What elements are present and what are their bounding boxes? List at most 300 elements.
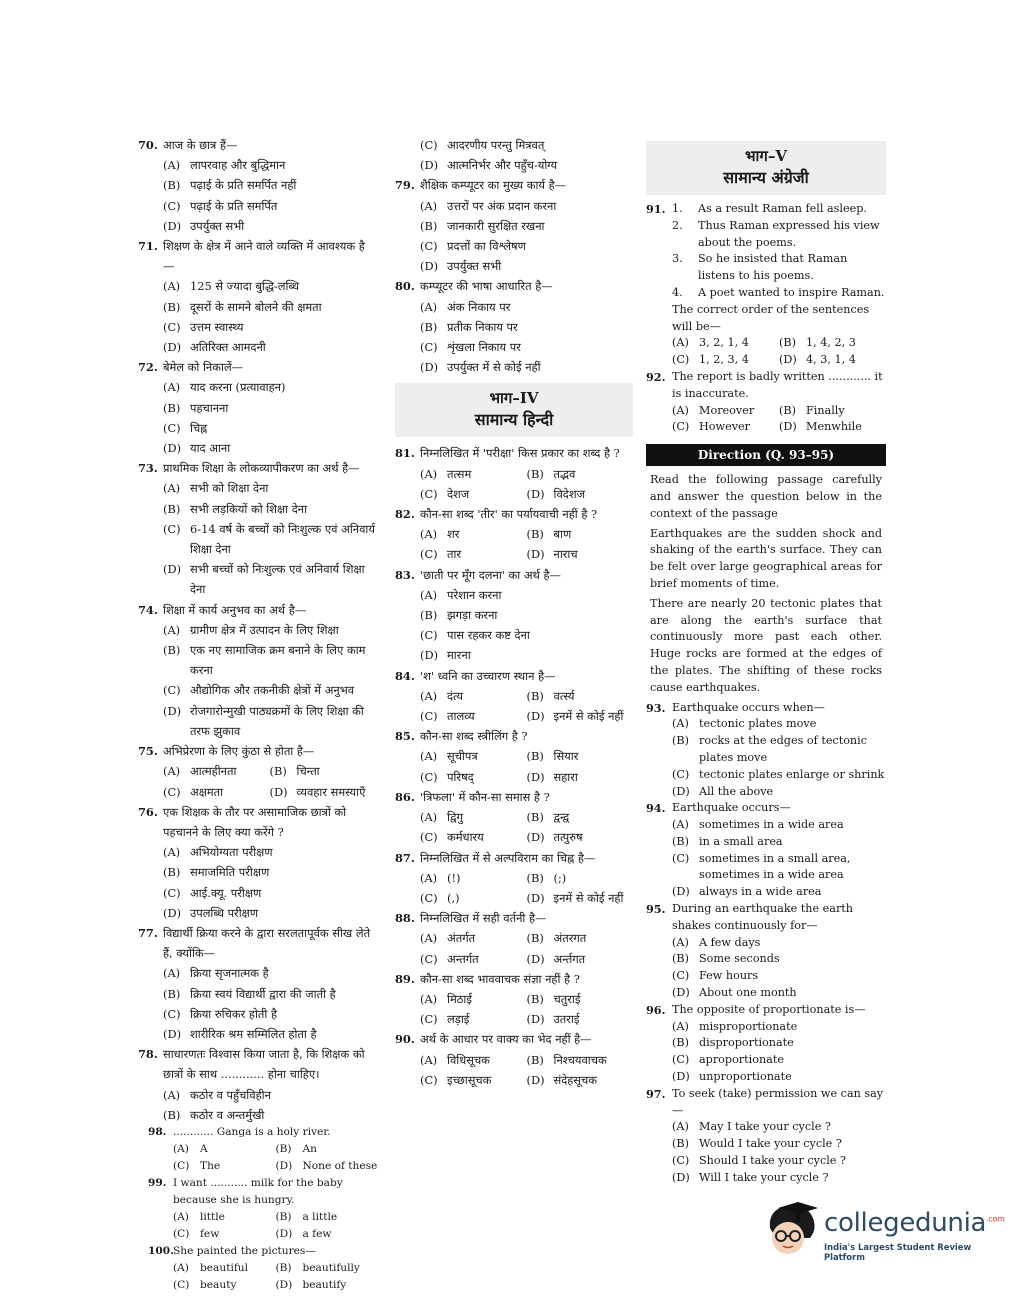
question-text: प्राथमिक शिक्षा के लोकव्यापीकरण का अर्थ है— [163, 461, 360, 476]
option [779, 335, 886, 352]
option-text: निश्चयवाचक [553, 1052, 607, 1067]
option-text: The [200, 1160, 221, 1172]
option-label: (C) [420, 769, 438, 784]
question-number: 84. [395, 668, 415, 683]
option [420, 544, 527, 564]
option-label: (A) [672, 935, 689, 949]
option-text: beauty [200, 1279, 237, 1291]
option [779, 403, 886, 420]
option-label: (A) [672, 403, 689, 417]
option-label: (D) [526, 951, 545, 966]
question-text: 'त्रिफला' में कौन-सा समास है ? [420, 789, 550, 804]
option [163, 782, 270, 802]
option-text: A [200, 1143, 208, 1155]
option-text: उपर्युक्त सभी [447, 259, 502, 274]
option-label: (D) [672, 885, 690, 899]
option-label: (C) [672, 851, 690, 865]
option [173, 1158, 276, 1175]
option-text: little [200, 1211, 225, 1223]
sentence-text: So he insisted that Raman listens to his poems. [698, 252, 848, 283]
option-label: (A) [173, 1262, 189, 1274]
option [420, 746, 527, 766]
option-text: क्रिया स्वयं विद्यार्थी द्वारा की जाती है [190, 986, 336, 1001]
question [148, 1175, 378, 1243]
option [420, 256, 633, 276]
option-text: sometimes in a wide area [699, 818, 844, 832]
sentence-item [672, 251, 886, 285]
question [138, 236, 376, 357]
question-number: 85. [395, 729, 415, 744]
option [420, 297, 633, 317]
option-text: tectonic plates enlarge or shrink [699, 767, 885, 781]
question-number: 87. [395, 850, 415, 865]
question-text: 'श' ध्वनि का उच्चारण स्थान है— [420, 668, 556, 683]
option [420, 706, 527, 726]
option-text: always in a wide area [699, 885, 822, 899]
question-text: निम्नलिखित में से अल्पविराम का चिह्न है— [420, 850, 596, 865]
option-text: (!) [447, 870, 461, 885]
option-label: (B) [526, 810, 544, 825]
option [420, 807, 527, 827]
option-text: उत्तम स्वास्थ्य [190, 319, 244, 334]
option-label: (C) [672, 353, 690, 367]
option-label: (A) [672, 717, 689, 731]
option-label: (B) [672, 1036, 689, 1050]
option-label: (A) [163, 1087, 181, 1102]
option [163, 1105, 376, 1125]
question [395, 969, 633, 1030]
question [646, 700, 886, 801]
option [527, 767, 634, 787]
option [163, 640, 376, 680]
option-row [420, 1009, 633, 1029]
option-row [420, 746, 633, 766]
option-text: beautify [302, 1279, 347, 1291]
option-text: unproportionate [699, 1070, 792, 1084]
question-text: अभिप्रेरणा के लिए कुंठा से होता है— [163, 744, 315, 759]
question-text: एक शिक्षक के तौर पर असामाजिक छात्रों को पहचानने के लिए क्या करेंगे ? [163, 804, 347, 839]
option-text: All the above [699, 784, 774, 798]
question-number: 99. [148, 1177, 167, 1189]
option-text: इनमें से कोई नहीं [553, 890, 624, 905]
option-label: (C) [672, 420, 690, 434]
option-label: (D) [526, 486, 545, 501]
option-text: सभी बच्चों को निःशुल्क एवं अनिवार्य शिक्षा देना [190, 562, 365, 597]
option [779, 419, 886, 436]
direction-header: Direction (Q. 93–95) [646, 444, 886, 466]
option-label: (C) [420, 486, 438, 501]
mascot-icon [764, 1198, 822, 1258]
option-label: (C) [173, 1228, 190, 1240]
question-number: 90. [395, 1032, 415, 1047]
option [270, 782, 377, 802]
question [138, 741, 376, 802]
question-number: 81. [395, 446, 415, 461]
option-text: शर [447, 527, 460, 542]
option-label: (B) [526, 870, 544, 885]
option [163, 883, 376, 903]
option [527, 464, 634, 484]
question-number: 96. [646, 1002, 666, 1017]
option-label: (B) [526, 991, 544, 1006]
question [138, 458, 376, 599]
question [395, 787, 633, 848]
question [395, 1029, 633, 1090]
option-label: (A) [173, 1211, 189, 1223]
option-label: (D) [163, 218, 182, 233]
option-label: (B) [526, 1052, 544, 1067]
option-text: इनमें से कोई नहीं [553, 709, 624, 724]
option-row [420, 544, 633, 564]
option [163, 680, 376, 700]
option-label: (B) [269, 764, 287, 779]
option-label: (A) [672, 336, 689, 350]
option-row [420, 928, 633, 948]
option [527, 868, 634, 888]
option-label: (D) [420, 158, 439, 173]
option [163, 317, 376, 337]
option-row [672, 403, 886, 420]
option-label: (D) [163, 441, 182, 456]
option [420, 317, 633, 337]
question [395, 443, 633, 504]
question-text: कौन-सा शब्द स्त्रीलिंग है ? [420, 729, 528, 744]
brand-tagline: India's Largest Student Review Platform [824, 1242, 972, 1262]
question-91: 91. 1. As a result Raman fell asleep. 2. Thus Raman expressed his view about the poems. 3. So he insisted that Raman listens to his poems. 4. A poet wanted to inspire Raman. The correct order of the sentences will be— (A) 3, 2, 1, 4 (B) 1, 4, 2, 3 (C) 1, 2, 3, 4 (D) 4, 3, 1, 4 [646, 201, 886, 369]
option-label: (B) [163, 986, 181, 1001]
option-text: उत्तरों पर अंक प्रदान करना [447, 198, 557, 213]
option-text: झगड़ा करना [447, 608, 498, 623]
option-label: (B) [526, 527, 544, 542]
option-text: अंक निकाय पर [447, 299, 511, 314]
option [672, 784, 886, 801]
option [163, 1024, 376, 1044]
option-label: (C) [420, 1072, 438, 1087]
option [420, 989, 527, 1009]
option-text: अर्न्तगत [553, 951, 586, 966]
option-label: (C) [163, 198, 181, 213]
option-text: तत्सम [447, 466, 472, 481]
option [420, 686, 527, 706]
option [163, 559, 376, 599]
option-row [420, 868, 633, 888]
option [276, 1158, 379, 1175]
option-text: May I take your cycle ? [699, 1120, 831, 1134]
option-label: (D) [779, 353, 797, 367]
option-text: अंतरगत [553, 931, 587, 946]
option-text: उपर्युक्त में से कोई नहीं [447, 360, 541, 375]
option-text: तद्भव [553, 466, 576, 481]
option-label: (A) [163, 966, 181, 981]
question-text: शैक्षिक कम्प्यूटर का मुख्य कार्य है— [420, 178, 567, 193]
option-text: 3, 2, 1, 4 [699, 336, 749, 350]
option [672, 716, 886, 733]
option-text: disproportionate [699, 1036, 794, 1050]
option-text: वर्त्स्य [553, 688, 575, 703]
question-text: अर्थ के आधार पर वाक्य का भेद नहीं है— [420, 1032, 592, 1047]
option [672, 352, 779, 369]
option-label: (B) [275, 1143, 292, 1155]
option [527, 888, 634, 908]
option [173, 1226, 276, 1243]
option-row [420, 706, 633, 726]
option-label: (D) [526, 547, 545, 562]
option [420, 928, 527, 948]
question-number: 89. [395, 971, 415, 986]
option [420, 888, 527, 908]
question-number: 71. [138, 239, 158, 254]
question-text: शिक्षण के क्षेत्र में आने वाले व्यक्ति में आवश्यक है— [163, 239, 365, 274]
option-text: द्विगु [447, 810, 463, 825]
option [527, 1070, 634, 1090]
option-row [420, 949, 633, 969]
option [163, 377, 376, 397]
option-label: (C) [163, 521, 181, 536]
option [163, 499, 376, 519]
option-text: समाजमिति परीक्षण [190, 865, 270, 880]
question-text: To seek (take) permission we can say— [672, 1086, 884, 1117]
option-text: दंत्य [447, 688, 463, 703]
option-text: 125 से ज्यादा बुद्धि-लब्धि [190, 279, 300, 294]
option-text: 1, 4, 2, 3 [806, 336, 856, 350]
option-row [672, 335, 886, 352]
option-label: (D) [526, 830, 545, 845]
option-text: Few hours [699, 969, 759, 983]
question-number: 94. [646, 801, 666, 816]
option-row [672, 352, 886, 369]
question-number: 77. [138, 925, 158, 940]
option [672, 1035, 886, 1052]
question-number: 74. [138, 602, 158, 617]
option-text: देशज [447, 486, 470, 501]
option-text: a little [302, 1211, 338, 1223]
question [138, 135, 376, 236]
option-label: (B) [526, 931, 544, 946]
option-label: (B) [163, 400, 181, 415]
option-label: (A) [420, 587, 438, 602]
option-label: (D) [163, 1026, 182, 1041]
option-label: (C) [420, 239, 438, 254]
option [276, 1226, 379, 1243]
option-label: (B) [526, 749, 544, 764]
option-label: (A) [420, 1052, 438, 1067]
option [527, 807, 634, 827]
option [672, 1019, 886, 1036]
option [672, 419, 779, 436]
option-label: (D) [672, 784, 690, 798]
option [672, 1153, 886, 1170]
option [420, 484, 527, 504]
option [163, 438, 376, 458]
option [527, 827, 634, 847]
option-label: (A) [420, 749, 438, 764]
option-text: Finally [806, 403, 845, 417]
question-text: निम्नलिखित में 'परीक्षा' किस प्रकार का शब्द है ? [420, 446, 620, 461]
question-number: 98. [148, 1126, 167, 1138]
option [672, 335, 779, 352]
option-label: (B) [526, 688, 544, 703]
option-label: (D) [275, 1160, 293, 1172]
option [672, 817, 886, 834]
option-text: तालव्य [447, 709, 475, 724]
question-text: कौन-सा शब्द 'तीर' का पर्यायवाची नहीं है ? [420, 507, 598, 522]
option [163, 337, 376, 357]
option-label: (B) [163, 501, 181, 516]
option-label: (D) [163, 905, 182, 920]
option-text: A few days [699, 935, 761, 949]
option-label: (D) [779, 420, 797, 434]
question [395, 908, 633, 969]
option-text: beautifully [302, 1262, 360, 1274]
option-text: इच्छासूचक [447, 1072, 492, 1087]
option [173, 1277, 276, 1294]
question [646, 800, 886, 901]
option [163, 842, 376, 862]
question-number: 83. [395, 567, 415, 582]
option [672, 403, 779, 420]
question-number: 73. [138, 461, 158, 476]
question-number: 70. [138, 138, 158, 152]
option-label: (B) [672, 734, 689, 748]
question-continued [395, 135, 633, 175]
option-label: (B) [163, 643, 181, 658]
option-label: (C) [420, 340, 438, 355]
option-text: few [200, 1228, 220, 1240]
option [672, 733, 886, 767]
question [138, 923, 376, 1044]
option-label: (D) [420, 259, 439, 274]
option-text: Menwhile [806, 420, 862, 434]
option-label: (D) [672, 986, 690, 1000]
question [395, 175, 633, 276]
option-label: (B) [526, 466, 544, 481]
option-text: उपर्युक्त सभी [190, 218, 245, 233]
question-number: 82. [395, 507, 415, 522]
option-row [420, 989, 633, 1009]
option-label: (A) [163, 622, 181, 637]
column-3 [646, 135, 886, 1187]
option-text: चतुराई [553, 991, 581, 1006]
option-text: परेशान करना [447, 587, 502, 602]
option-label: (D) [526, 769, 545, 784]
option-label: (D) [526, 1072, 545, 1087]
question [395, 726, 633, 787]
brand-name: collegedunia [824, 1208, 987, 1238]
option-row [420, 686, 633, 706]
option-label: (A) [420, 466, 438, 481]
passage-paragraph: Earthquakes are the sudden shock and shaking of the earth's surface. They can be felt over large geographical areas for brief moments of time. [650, 526, 882, 590]
question-number: 93. [646, 700, 666, 715]
option [527, 949, 634, 969]
option [420, 464, 527, 484]
option-text: क्रिया रुचिकर होती है [190, 1006, 278, 1021]
option [527, 544, 634, 564]
option-text: आई.क्यू. परीक्षण [190, 885, 262, 900]
passage-paragraph: There are nearly 20 tectonic plates that are along the earth's surface that continuously more past each other. Huge rocks are formed at the edges of the plates. The shifting of these rocks cause earthquakes. [650, 596, 882, 694]
option-label: (C) [163, 683, 181, 698]
option [672, 1052, 886, 1069]
option-text: However [699, 420, 750, 434]
option-text: तार [447, 547, 462, 562]
option-label: (A) [163, 845, 181, 860]
option-text: अभियोग्यता परीक्षण [190, 845, 273, 860]
option-text: एक नए सामाजिक क्रम बनाने के लिए काम करना [190, 643, 366, 678]
option [163, 519, 376, 559]
option-text: आत्महीनता [190, 764, 237, 779]
option [163, 1085, 376, 1105]
option-text: चिन्ता [296, 764, 320, 779]
option-text: कठोर व पहुँचविहीन [190, 1087, 271, 1102]
option-label: (C) [420, 951, 438, 966]
option [672, 1170, 886, 1187]
option-text: सियार [553, 749, 579, 764]
option [527, 1050, 634, 1070]
option [163, 418, 376, 438]
option [163, 761, 270, 781]
option [420, 236, 633, 256]
question [395, 565, 633, 666]
option-label: (C) [420, 628, 438, 643]
option [672, 935, 886, 952]
option-label: (C) [420, 709, 438, 724]
option-label: (C) [173, 1279, 190, 1291]
option-text: लड़ाई [447, 1012, 470, 1027]
option [163, 276, 376, 296]
option-text: कठोर व अन्तर्मुखी [190, 1107, 265, 1122]
option-text: उतराई [553, 1012, 580, 1027]
question-number: 95. [646, 902, 666, 917]
option [420, 645, 633, 665]
option-label: (A) [420, 299, 438, 314]
sentence-item [672, 285, 886, 302]
option-label: (A) [163, 764, 181, 779]
option-text: aproportionate [699, 1053, 784, 1067]
option-text: उपलब्धि परीक्षण [190, 905, 259, 920]
option-label: (C) [163, 885, 181, 900]
option-text: पढ़ाई के प्रति समर्पित नहीं [190, 178, 297, 193]
question-text: The opposite of proportionate is— [672, 1002, 866, 1016]
question-number: 97. [646, 1086, 666, 1101]
option-label: (C) [672, 767, 690, 781]
option [276, 1209, 379, 1226]
option-text: 1, 2, 3, 4 [699, 353, 749, 367]
option-label: (D) [275, 1228, 293, 1240]
option-text: Should I take your cycle ? [699, 1154, 846, 1168]
option [420, 949, 527, 969]
question [395, 504, 633, 565]
option-label: (B) [420, 608, 438, 623]
option-text: सहारा [553, 769, 578, 784]
option-label: (B) [163, 178, 181, 193]
option-text: विदेशज [553, 486, 586, 501]
option-text: औद्योगिक और तकनीकी क्षेत्रों में अनुभव [190, 683, 355, 698]
option [270, 761, 377, 781]
option-text: misproportionate [699, 1019, 798, 1033]
option-label: (B) [163, 299, 181, 314]
option-label: (A) [672, 1120, 689, 1134]
option-label: (B) [420, 319, 438, 334]
sentence-number: 4. [672, 285, 683, 299]
option-row [173, 1141, 378, 1158]
option-text: द्वन्द्व [553, 810, 570, 825]
option-text: Would I take your cycle ? [699, 1137, 842, 1151]
option-row [173, 1209, 378, 1226]
option [420, 625, 633, 645]
option-label: (A) [420, 991, 438, 1006]
question-text: Earthquake occurs— [672, 801, 791, 815]
option-text: Will I take your cycle ? [699, 1170, 829, 1184]
option-text: आत्मनिर्भर और पहुँच-योग्य [447, 158, 558, 173]
